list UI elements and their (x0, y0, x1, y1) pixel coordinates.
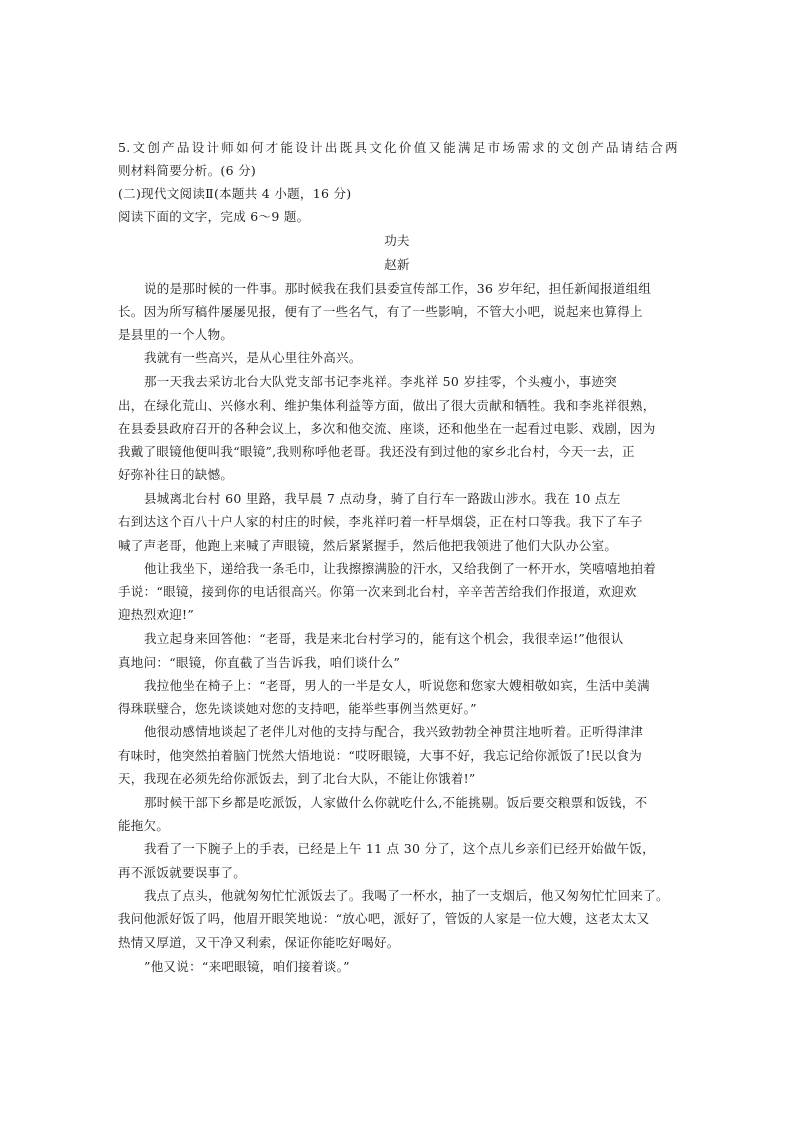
text-line: 能拖欠。 (118, 818, 170, 833)
text-line: 我看了一下腕子上的手表，已经是上午 11 点 30 分了，这个点儿乡亲们已经开始做午饭， (144, 841, 655, 856)
text-line: 我立起身来回答他：“老哥，我是来北台村学习的，能有这个机会，我很幸运!”他很认 (144, 631, 624, 646)
text-line: 再不派饭就要误事了。 (118, 865, 247, 880)
question-5-line-2: 则材料简要分析。(6 分) (118, 163, 257, 178)
text-line: 在县委县政府召开的各种会议上，多次和他交流、座谈，还和他坐在一起看过电影、戏剧，因为 (118, 421, 656, 436)
reading-instruction: 阅读下面的文字，完成 6～9 题。 (118, 209, 310, 224)
text-line: 我拉他坐在椅子上：“老哥，男人的一半是女人，听说您和您家大嫂相敬如宾，生活中美满 (144, 678, 650, 693)
text-line: 说的是那时候的一件事。那时候我在我们县委宣传部工作，36 岁年纪，担任新闻报道组组 (144, 281, 652, 296)
text-line: 真地问：“眼镜，你直截了当告诉我，咱们谈什么” (118, 655, 401, 670)
text-line: 那时候干部下乡都是吃派饭，人家做什么你就吃什么,不能挑剔。饭后要交粮票和饭钱，不 (144, 795, 648, 810)
text-line: 我问他派好饭了吗，他眉开眼笑地说：“放心吧，派好了，管饭的人家是一位大嫂，这老太太又 (118, 911, 650, 926)
text-line: 出，在绿化荒山、兴修水利、维护集体利益等方面，做出了很大贡献和牺牲。我和李兆祥很熟， (118, 398, 656, 413)
text-line: 他很动感情地谈起了老伴儿对他的支持与配合，我兴致勃勃全神贯注地听着。正听得津津 (144, 724, 644, 739)
question-5-line-1: 5.文创产品设计师如何才能设计出既具文化价值又能满足市场需求的文创产品请结合两 (118, 140, 678, 155)
text-line: 我点了点头，他就匆匆忙忙派饭去了。我喝了一杯水，抽了一支烟后，他又匆匆忙忙回来了。 (144, 888, 669, 903)
text-line: 县城离北台村 60 里路，我早晨 7 点动身，骑了自行车一路跋山涉水。我在 10 点左 (144, 491, 621, 506)
text-line: 手说：“眼镜，接到你的电话很高兴。你第一次来到北台村，辛辛苦苦给我们作报道，欢迎欢 (118, 584, 637, 599)
text-line: ”他又说：“来吧眼镜，咱们接着谈。” (144, 959, 350, 974)
text-line: 长。因为所写稿件屡屡见报，便有了一些名气，有了一些影响，不管大小吧，说起来也算得上 (118, 304, 643, 319)
text-line: 有味时，他突然拍着脑门恍然大悟地说：“哎呀眼镜，大事不好，我忘记给你派饭了!民以食为 (118, 748, 643, 763)
text-line: 我就有一些高兴，是从心里往外高兴。 (144, 350, 362, 365)
text-line: 那一天我去采访北台大队党支部书记李兆祥。李兆祥 50 岁挂零，个头瘦小，事迹突 (144, 374, 618, 389)
text-line: 是县里的一个人物。 (118, 327, 234, 342)
story-title: 功夫 (384, 233, 410, 248)
text-line: 天，我现在必须先给你派饭去，到了北台大队，不能让你饿着!” (118, 771, 476, 786)
text-line: 喊了声老哥，他跑上来喊了声眼镜，然后紧紧握手，然后他把我领进了他们大队办公室。 (118, 538, 618, 553)
text-line: 热情又厚道，又干净又利索，保证你能吃好喝好。 (118, 935, 400, 950)
text-line: 右到达这个百八十户人家的村庄的时候，李兆祥叼着一杆旱烟袋，正在村口等我。我下了车子 (118, 514, 643, 529)
text-line: 迎热烈欢迎!” (118, 607, 195, 622)
text-line: 好弥补往日的缺憾。 (118, 467, 234, 482)
text-line: 他让我坐下，递给我一条毛巾，让我擦擦满脸的汗水，又给我倒了一杯开水，笑嘻嘻地拍着 (144, 561, 657, 576)
text-line: 得珠联璧合，您先谈谈她对您的支持吧，能举些事例当然更好。” (118, 701, 477, 716)
story-author: 赵新 (384, 257, 410, 272)
section-heading: (二)现代文阅读Ⅱ(本题共 4 小题，16 分) (118, 186, 352, 201)
text-line: 我戴了眼镜他便叫我“眼镜”,我则称呼他老哥。我还没有到过他的家乡北台村，今天一去，正 (118, 444, 635, 459)
